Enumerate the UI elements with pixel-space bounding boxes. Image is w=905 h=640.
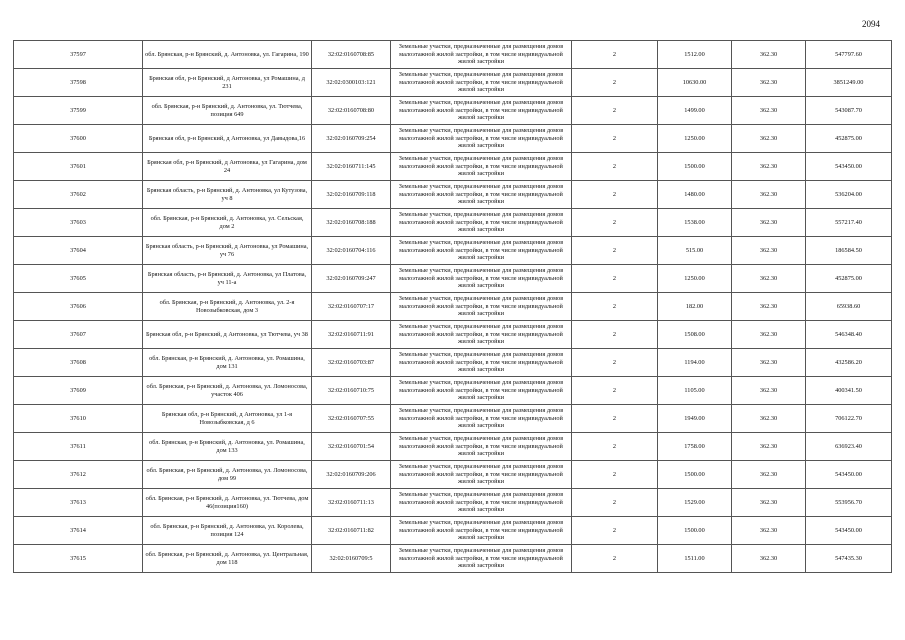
address-cell: обл. Брянская, р-н Брянский, д. Антоновка, ул. Тютчева, дом 46(позиция160) (143, 489, 312, 517)
row-id-cell: 37599 (14, 97, 143, 125)
row-id-cell: 37601 (14, 153, 143, 181)
cadastral-number-cell: 32:02:0160704:116 (312, 237, 391, 265)
land-purpose-cell: Земельные участки, предназначенные для размещения домов малоэтажной жилой застройки, в том числе индивидуальной жилой застройки (391, 153, 572, 181)
land-purpose-cell: Земельные участки, предназначенные для размещения домов малоэтажной жилой застройки, в том числе индивидуальной жилой застройки (391, 69, 572, 97)
area-cell: 1508.00 (658, 321, 732, 349)
cadastral-value-cell: 536204.00 (806, 181, 892, 209)
table-row (14, 545, 892, 573)
land-purpose-cell: Земельные участки, предназначенные для размещения домов малоэтажной жилой застройки, в том числе индивидуальной жилой застройки (391, 349, 572, 377)
cadastral-number-cell: 32:02:0160711:13 (312, 489, 391, 517)
cadastral-value-cell: 452875.00 (806, 125, 892, 153)
rate-cell: 362.30 (732, 125, 806, 153)
group-cell: 2 (572, 209, 658, 237)
row-id-cell: 37610 (14, 405, 143, 433)
land-purpose-cell: Земельные участки, предназначенные для размещения домов малоэтажной жилой застройки, в том числе индивидуальной жилой застройки (391, 97, 572, 125)
cadastral-value-cell: 543450.00 (806, 153, 892, 181)
area-cell: 182.00 (658, 293, 732, 321)
land-purpose-cell: Земельные участки, предназначенные для размещения домов малоэтажной жилой застройки, в том числе индивидуальной жилой застройки (391, 405, 572, 433)
address-cell: Брянская обл, р-н Брянский, д Антоновка, ул Гагарина, дом 24 (143, 153, 312, 181)
row-id-cell: 37613 (14, 489, 143, 517)
table-row (14, 69, 892, 97)
cadastral-value-cell: 636923.40 (806, 433, 892, 461)
cadastral-number-cell: 32:02:0160707:55 (312, 405, 391, 433)
page-number: 2094 (862, 19, 880, 29)
row-id-cell: 37615 (14, 545, 143, 573)
rate-cell: 362.30 (732, 321, 806, 349)
cadastral-value-cell: 706122.70 (806, 405, 892, 433)
table-row (14, 209, 892, 237)
address-cell: Брянская обл, р-н Брянский, д Антоновка, ул 1-я Новозыбковская, д 6 (143, 405, 312, 433)
address-cell: обл. Брянская, р-н Брянский, д. Антоновка, ул. Тютчева, позиция 649 (143, 97, 312, 125)
group-cell: 2 (572, 377, 658, 405)
group-cell: 2 (572, 405, 658, 433)
land-purpose-cell: Земельные участки, предназначенные для размещения домов малоэтажной жилой застройки, в том числе индивидуальной жилой застройки (391, 293, 572, 321)
table-row (14, 433, 892, 461)
address-cell: обл. Брянская, р-н Брянский, д. Антоновка, ул. Королева, позиция 124 (143, 517, 312, 545)
group-cell: 2 (572, 153, 658, 181)
table-row (14, 97, 892, 125)
table-body (14, 41, 892, 573)
cadastral-number-cell: 32:02:0160711:145 (312, 153, 391, 181)
address-cell: обл. Брянская, р-н Брянский, д. Антоновка, ул. Центральная, дом 118 (143, 545, 312, 573)
area-cell: 1538.00 (658, 209, 732, 237)
group-cell: 2 (572, 237, 658, 265)
address-cell: обл. Брянская, р-н Брянский, д. Антоновка, ул. Ромашина, дом 133 (143, 433, 312, 461)
group-cell: 2 (572, 321, 658, 349)
area-cell: 515.00 (658, 237, 732, 265)
land-purpose-cell: Земельные участки, предназначенные для размещения домов малоэтажной жилой застройки, в том числе индивидуальной жилой застройки (391, 517, 572, 545)
table-row (14, 41, 892, 69)
area-cell: 1105.00 (658, 377, 732, 405)
cadastral-value-cell: 557217.40 (806, 209, 892, 237)
cadastral-number-cell: 32:02:0160709:247 (312, 265, 391, 293)
row-id-cell: 37597 (14, 41, 143, 69)
row-id-cell: 37598 (14, 69, 143, 97)
row-id-cell: 37608 (14, 349, 143, 377)
cadastral-number-cell: 32:02:0160711:82 (312, 517, 391, 545)
rate-cell: 362.30 (732, 97, 806, 125)
cadastral-number-cell: 32:02:0160707:17 (312, 293, 391, 321)
group-cell: 2 (572, 461, 658, 489)
land-purpose-cell: Земельные участки, предназначенные для размещения домов малоэтажной жилой застройки, в том числе индивидуальной жилой застройки (391, 321, 572, 349)
rate-cell: 362.30 (732, 517, 806, 545)
rate-cell: 362.30 (732, 69, 806, 97)
rate-cell: 362.30 (732, 433, 806, 461)
cadastral-value-cell: 3851249.00 (806, 69, 892, 97)
land-purpose-cell: Земельные участки, предназначенные для размещения домов малоэтажной жилой застройки, в том числе индивидуальной жилой застройки (391, 433, 572, 461)
table-row (14, 181, 892, 209)
row-id-cell: 37611 (14, 433, 143, 461)
address-cell: Брянская область, р-н Брянский, д. Антоновка, ул Кутузова, уч 8 (143, 181, 312, 209)
row-id-cell: 37605 (14, 265, 143, 293)
area-cell: 1511.00 (658, 545, 732, 573)
address-cell: Брянская обл, р-н Брянский, д Антоновка, ул Тютчева, уч 38 (143, 321, 312, 349)
table-row (14, 293, 892, 321)
land-purpose-cell: Земельные участки, предназначенные для размещения домов малоэтажной жилой застройки, в том числе индивидуальной жилой застройки (391, 377, 572, 405)
area-cell: 1499.00 (658, 97, 732, 125)
rate-cell: 362.30 (732, 265, 806, 293)
address-cell: обл. Брянская, р-н Брянский, д. Антоновка, ул. Ломоносова, дом 99 (143, 461, 312, 489)
table-row (14, 265, 892, 293)
cadastral-number-cell: 32:02:0160709:5 (312, 545, 391, 573)
address-cell: обл. Брянская, р-н Брянский, д. Антоновка, ул. Ромашина, дом 131 (143, 349, 312, 377)
group-cell: 2 (572, 517, 658, 545)
area-cell: 1250.00 (658, 265, 732, 293)
cadastral-number-cell: 32:02:0160711:91 (312, 321, 391, 349)
area-cell: 1500.00 (658, 517, 732, 545)
area-cell: 1500.00 (658, 153, 732, 181)
area-cell: 1250.00 (658, 125, 732, 153)
land-purpose-cell: Земельные участки, предназначенные для размещения домов малоэтажной жилой застройки, в том числе индивидуальной жилой застройки (391, 237, 572, 265)
land-purpose-cell: Земельные участки, предназначенные для размещения домов малоэтажной жилой застройки, в том числе индивидуальной жилой застройки (391, 209, 572, 237)
rate-cell: 362.30 (732, 237, 806, 265)
group-cell: 2 (572, 97, 658, 125)
row-id-cell: 37607 (14, 321, 143, 349)
address-cell: Брянская обл, р-н Брянский, д Антоновка, ул Давыдова,16 (143, 125, 312, 153)
table-row (14, 489, 892, 517)
table-row (14, 153, 892, 181)
row-id-cell: 37600 (14, 125, 143, 153)
table-row (14, 517, 892, 545)
address-cell: обл. Брянская, р-н Брянский, д. Антоновка, ул. Ломоносова, участок 406 (143, 377, 312, 405)
group-cell: 2 (572, 433, 658, 461)
row-id-cell: 37609 (14, 377, 143, 405)
rate-cell: 362.30 (732, 181, 806, 209)
row-id-cell: 37606 (14, 293, 143, 321)
land-purpose-cell: Земельные участки, предназначенные для размещения домов малоэтажной жилой застройки, в том числе индивидуальной жилой застройки (391, 265, 572, 293)
row-id-cell: 37612 (14, 461, 143, 489)
group-cell: 2 (572, 265, 658, 293)
area-cell: 1480.00 (658, 181, 732, 209)
area-cell: 1529.00 (658, 489, 732, 517)
row-id-cell: 37603 (14, 209, 143, 237)
group-cell: 2 (572, 293, 658, 321)
cadastral-number-cell: 32:02:0160701:54 (312, 433, 391, 461)
rate-cell: 362.30 (732, 545, 806, 573)
rate-cell: 362.30 (732, 461, 806, 489)
cadastral-value-cell: 547797.60 (806, 41, 892, 69)
land-purpose-cell: Земельные участки, предназначенные для размещения домов малоэтажной жилой застройки, в том числе индивидуальной жилой застройки (391, 489, 572, 517)
cadastral-number-cell: 32:02:0160709:254 (312, 125, 391, 153)
area-cell: 1500.00 (658, 461, 732, 489)
rate-cell: 362.30 (732, 377, 806, 405)
cadastral-value-cell: 186584.50 (806, 237, 892, 265)
cadastral-number-cell: 32:02:0160710:75 (312, 377, 391, 405)
land-purpose-cell: Земельные участки, предназначенные для размещения домов малоэтажной жилой застройки, в том числе индивидуальной жилой застройки (391, 41, 572, 69)
cadastral-value-cell: 546348.40 (806, 321, 892, 349)
area-cell: 1949.00 (658, 405, 732, 433)
table-row (14, 377, 892, 405)
cadastral-number-cell: 32:02:0160709:206 (312, 461, 391, 489)
rate-cell: 362.30 (732, 209, 806, 237)
rate-cell: 362.30 (732, 153, 806, 181)
table-row (14, 321, 892, 349)
cadastral-value-cell: 553956.70 (806, 489, 892, 517)
rate-cell: 362.30 (732, 349, 806, 377)
table-row (14, 237, 892, 265)
land-purpose-cell: Земельные участки, предназначенные для размещения домов малоэтажной жилой застройки, в том числе индивидуальной жилой застройки (391, 461, 572, 489)
cadastral-value-cell: 400341.50 (806, 377, 892, 405)
cadastral-value-cell: 452875.00 (806, 265, 892, 293)
address-cell: обл. Брянская, р-н Брянский, д. Антоновка, ул. 2-я Новозыбковская, дом 3 (143, 293, 312, 321)
row-id-cell: 37602 (14, 181, 143, 209)
group-cell: 2 (572, 125, 658, 153)
land-purpose-cell: Земельные участки, предназначенные для размещения домов малоэтажной жилой застройки, в том числе индивидуальной жилой застройки (391, 181, 572, 209)
cadastral-value-cell: 543450.00 (806, 461, 892, 489)
area-cell: 1758.00 (658, 433, 732, 461)
land-purpose-cell: Земельные участки, предназначенные для размещения домов малоэтажной жилой застройки, в том числе индивидуальной жилой застройки (391, 125, 572, 153)
table-row (14, 125, 892, 153)
row-id-cell: 37614 (14, 517, 143, 545)
cadastral-number-cell: 32:02:0160708:188 (312, 209, 391, 237)
area-cell: 10630.00 (658, 69, 732, 97)
cadastral-value-cell: 543450.00 (806, 517, 892, 545)
rate-cell: 362.30 (732, 293, 806, 321)
group-cell: 2 (572, 489, 658, 517)
cadastral-value-cell: 543087.70 (806, 97, 892, 125)
area-cell: 1194.00 (658, 349, 732, 377)
cadastral-number-cell: 32:02:0160708:85 (312, 41, 391, 69)
cadastral-value-cell: 65938.60 (806, 293, 892, 321)
area-cell: 1512.00 (658, 41, 732, 69)
address-cell: Брянская область, р-н Брянский, д. Антоновка, ул Платова, уч 11-а (143, 265, 312, 293)
address-cell: обл. Брянская, р-н Брянский, д. Антоновка, ул. Гагарина, 190 (143, 41, 312, 69)
cadastral-number-cell: 32:02:0300103:121 (312, 69, 391, 97)
cadastral-value-cell: 547435.30 (806, 545, 892, 573)
cadastral-number-cell: 32:02:0160708:80 (312, 97, 391, 125)
address-cell: Брянская обл, р-н Брянский, д Антоновка, ул Ромашина, д 231 (143, 69, 312, 97)
address-cell: обл. Брянская, р-н Брянский, д. Антоновка, ул. Сельская, дом 2 (143, 209, 312, 237)
table-row (14, 461, 892, 489)
rate-cell: 362.30 (732, 405, 806, 433)
group-cell: 2 (572, 349, 658, 377)
land-registry-table (13, 40, 892, 573)
row-id-cell: 37604 (14, 237, 143, 265)
group-cell: 2 (572, 181, 658, 209)
group-cell: 2 (572, 41, 658, 69)
cadastral-value-cell: 432586.20 (806, 349, 892, 377)
group-cell: 2 (572, 545, 658, 573)
table-row (14, 405, 892, 433)
cadastral-number-cell: 32:02:0160709:118 (312, 181, 391, 209)
land-purpose-cell: Земельные участки, предназначенные для размещения домов малоэтажной жилой застройки, в том числе индивидуальной жилой застройки (391, 545, 572, 573)
cadastral-number-cell: 32:02:0160703:87 (312, 349, 391, 377)
group-cell: 2 (572, 69, 658, 97)
address-cell: Брянская область, р-н Брянский, д Антоновка, ул Ромашина, уч 76 (143, 237, 312, 265)
rate-cell: 362.30 (732, 41, 806, 69)
rate-cell: 362.30 (732, 489, 806, 517)
table-row (14, 349, 892, 377)
